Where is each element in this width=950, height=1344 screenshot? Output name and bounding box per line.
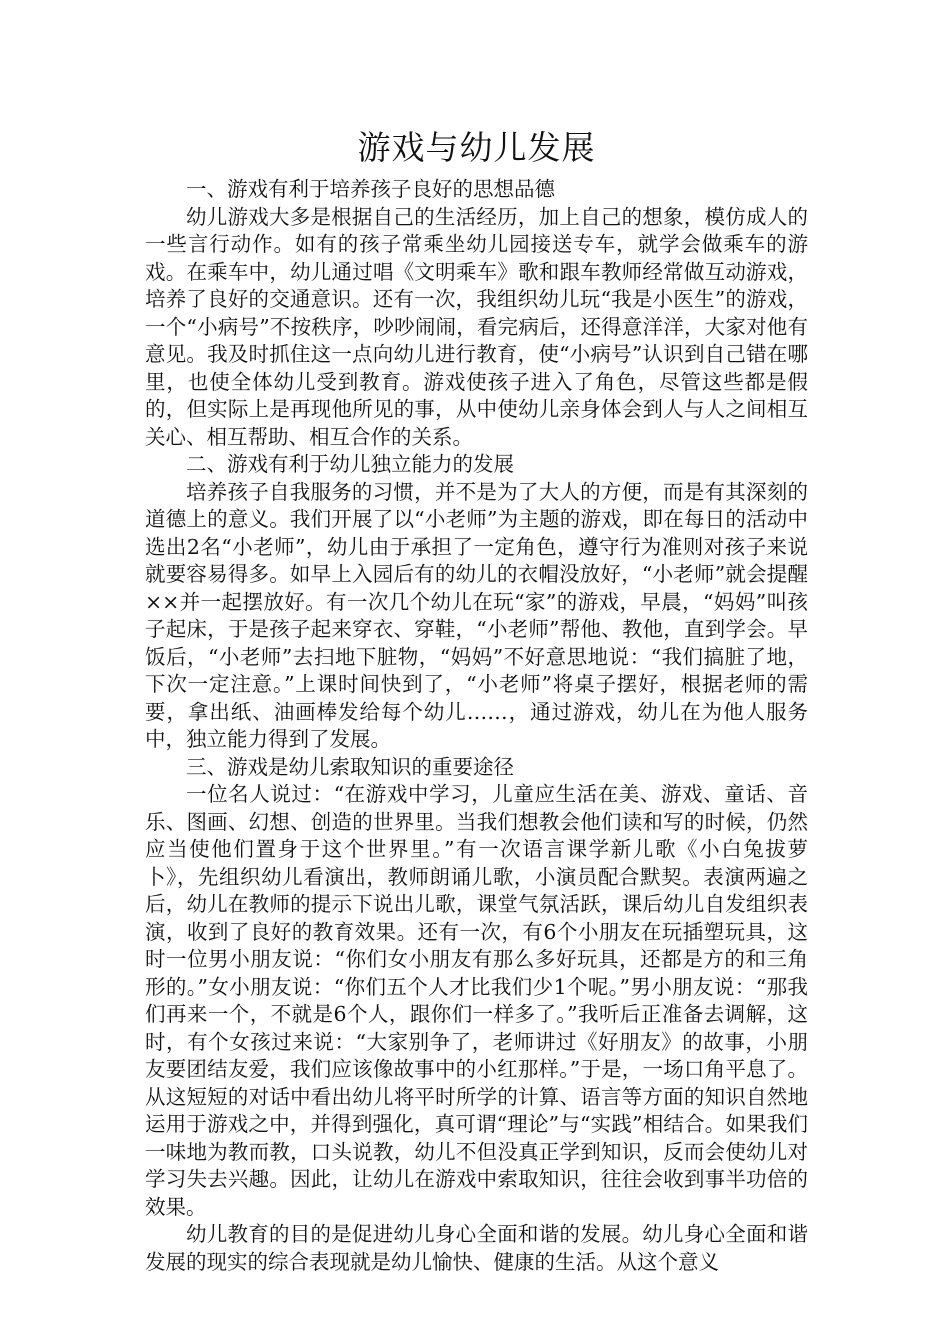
document-page <box>145 126 808 1276</box>
section-paragraph-3: 一位名人说过：“在游戏中学习，儿童应生活在美、游戏、童话、音乐、图画、幻想、创造的世界里。当我们想教会他们读和写的时候，仍然应当使他们置身于这个世界里。”有一次语言课学新儿歌《小白兔拔萝卜》，先组织幼儿看演出，教师朗诵儿歌，小演员配合默契。表演两遍之后，幼儿在教师的提示下说出儿歌，课堂气氛活跃，课后幼儿自发组织表演，收到了良好的教育效果。还有一次，有6个小朋友在玩插塑玩具，这时一位男小朋友说：“你们女小朋友有那么多好玩具，还都是方的和三角形的。”女小朋友说：“你们五个人才比我们少1个呢。”男小朋友说：“那我们再来一个，不就是6个人，跟你们一样多了。”我听后正准备去调解，这时，有个女孩过来说：“大家别争了，老师讲过《好朋友》的故事，小朋友要团结友爱，我们应该像故事中的小红那样。”于是，一场口角平息了。从这短短的对话中看出幼儿将平时所学的计算、语言等方面的知识自然地运用于游戏之中，并得到强化，真可谓“理论”与“实践”相结合。如果我们一味地为教而教，口头说教，幼儿不但没真正学到知识，反而会使幼儿对学习失去兴趣。因此，让幼儿在游戏中索取知识，往往会收到事半功倍的效果。 <box>145 782 808 1219</box>
section-heading-1: 一、游戏有利于培养孩子良好的思想品德 <box>186 177 555 201</box>
section-paragraph-2: 培养孩子自我服务的习惯，并不是为了大人的方便，而是有其深刻的道德上的意义。我们开展了以“小老师”为主题的游戏，即在每日的活动中选出2名“小老师”，幼儿由于承担了一定角色，遵守行为准则对孩子来说就要容易得多。如早上入园后有的幼儿的衣帽没放好，“小老师”就会提醒××并一起摆放好。有一次几个幼儿在玩“家”的游戏，早晨，“妈妈”叫孩子起床，于是孩子起来穿衣、穿鞋，“小老师”帮他、教他，直到学会。早饭后，“小老师”去扫地下脏物，“妈妈”不好意思地说：“我们搞脏了地，下次一定注意。”上课时间快到了，“小老师”将桌子摆好，根据老师的需要，拿出纸、油画棒发给每个幼儿……，通过游戏，幼儿在为他人服务中，独立能力得到了发展。 <box>145 479 808 751</box>
section-paragraph-1: 幼儿游戏大多是根据自己的生活经历，加上自己的想象，模仿成人的一些言行动作。如有的孩子常乘坐幼儿园接送专车，就学会做乘车的游戏。在乘车中，幼儿通过唱《文明乘车》歌和跟车教师经常做互动游戏，培养了良好的交通意识。还有一次，我组织幼儿玩“我是小医生”的游戏，一个“小病号”不按秩序，吵吵闹闹，看完病后，还得意洋洋，大家对他有意见。我及时抓住这一点向幼儿进行教育，使“小病号”认识到自己错在哪里，也使全体幼儿受到教育。游戏使孩子进入了角色，尽管这些都是假的，但实际上是再现他所见的事，从中使幼儿亲身体会到人与人之间相互关心、相互帮助、相互合作的关系。 <box>145 204 808 449</box>
closing-paragraph: 幼儿教育的目的是促进幼儿身心全面和谐的发展。幼儿身心全面和谐发展的现实的综合表现就是幼儿愉快、健康的生活。从这个意义 <box>145 1222 808 1274</box>
document-title: 游戏与幼儿发展 <box>357 128 596 167</box>
section-heading-3: 三、游戏是幼儿索取知识的重要途径 <box>186 754 514 779</box>
section-heading-2: 二、游戏有利于幼儿独立能力的发展 <box>186 452 514 476</box>
